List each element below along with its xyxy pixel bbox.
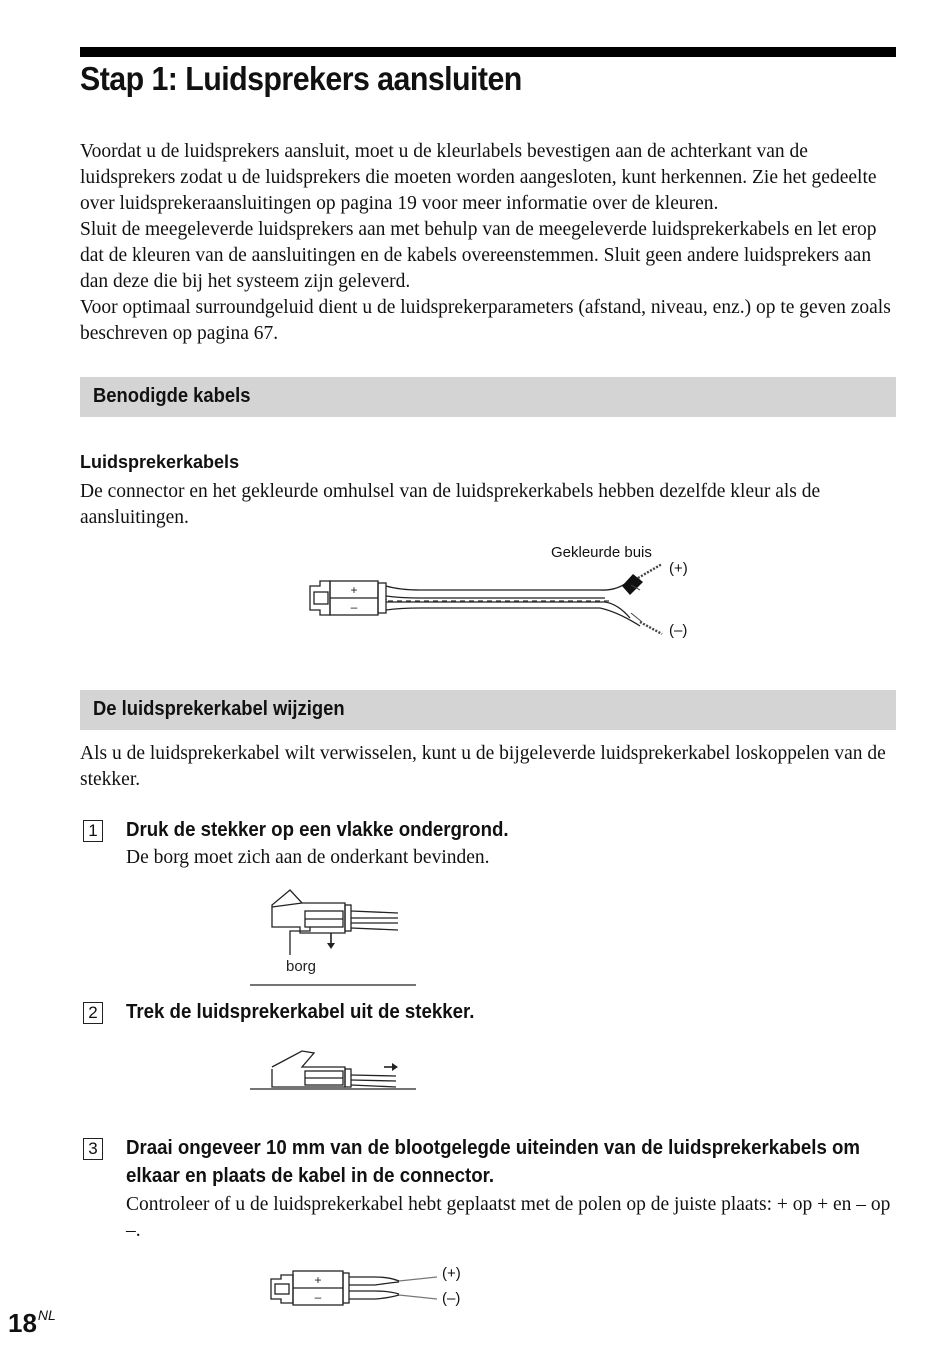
title-rule — [80, 47, 896, 57]
change-cable-description: Als u de luidsprekerkabel wilt verwisselen, kunt u de bijgeleverde luidsprekerkabel loskoppelen van de stekker. — [80, 743, 886, 790]
plug-minus-mark: – — [350, 600, 358, 614]
plug-latch-illustration — [250, 885, 420, 990]
plug-plus-mark: + — [350, 583, 358, 597]
plus-terminal-label: (+) — [669, 560, 688, 577]
subheading-speaker-cables: Luidsprekerkabels — [80, 452, 240, 472]
step-number: 1 — [83, 820, 103, 842]
section-heading-change-cable — [80, 690, 896, 730]
plug-minus-mark: – — [314, 1290, 322, 1304]
step-number: 2 — [83, 1002, 103, 1024]
cables-description: De connector en het gekleurde omhulsel van de luidsprekerkabels hebben dezelfde kleur als de aansluitingen. — [80, 481, 821, 528]
step-number: 3 — [83, 1138, 103, 1160]
plus-wire-label: (+) — [442, 1265, 461, 1282]
latch-label: borg — [286, 958, 317, 975]
page-language-suffix: NL — [37, 1307, 56, 1323]
step-description: Controleer of u de luidsprekerkabel hebt geplaatst met de polen op de juiste plaats: + op + en – op –. — [126, 1194, 891, 1241]
plug-plus-mark: + — [314, 1273, 322, 1287]
intro-text — [80, 139, 896, 347]
step-title: Draai ongeveer 10 mm van de blootgelegde uiteinden van de luidsprekerkabels om elkaar en plaats de kabel in de connector. — [126, 1136, 861, 1187]
step-title: Druk de stekker op een vlakke ondergrond. — [126, 818, 509, 841]
minus-wire-label: (–) — [442, 1290, 461, 1307]
minus-terminal-label: (–) — [669, 622, 688, 639]
speaker-cable-illustration — [300, 560, 670, 650]
page-number — [8, 1307, 56, 1339]
step-title: Trek de luidsprekerkabel uit de stekker. — [126, 1000, 475, 1023]
page-number-value: 18 — [8, 1308, 37, 1338]
intro-paragraph-2: Sluit de meegeleverde luidsprekers aan met behulp van de meegeleverde luidsprekerkabels en let erop dat de kleuren van de aansluitingen en de kabels overeenstemmen. Sluit geen andere luidsprekers aan dan deze die bij het systeem zijn geleverd. — [80, 219, 877, 292]
intro-paragraph-3: Voor optimaal surroundgeluid dient u de luidsprekerparameters (afstand, niveau, enz.) op te geven zoals beschreven op pagina 67. — [80, 297, 891, 344]
pull-cable-illustration — [250, 1045, 420, 1093]
step-description: De borg moet zich aan de onderkant bevinden. — [126, 847, 490, 868]
connector-insert-illustration — [265, 1265, 445, 1310]
page-title: Stap 1: Luidsprekers aansluiten — [80, 60, 522, 97]
section-heading-label: De luidsprekerkabel wijzigen — [93, 698, 345, 720]
colored-tube-label: Gekleurde buis — [551, 544, 652, 561]
section-heading-label: Benodigde kabels — [93, 385, 251, 407]
intro-paragraph-1: Voordat u de luidsprekers aansluit, moet u de kleurlabels bevestigen aan de achterkant van de luidsprekers zodat u de luidsprekers die moeten worden aangesloten, kunt herkennen. Zie het gedeelte over luidsprekeraansluitingen op pagina 19 voor meer informatie over de kleuren. — [80, 141, 877, 214]
section-heading-cables — [80, 377, 896, 417]
